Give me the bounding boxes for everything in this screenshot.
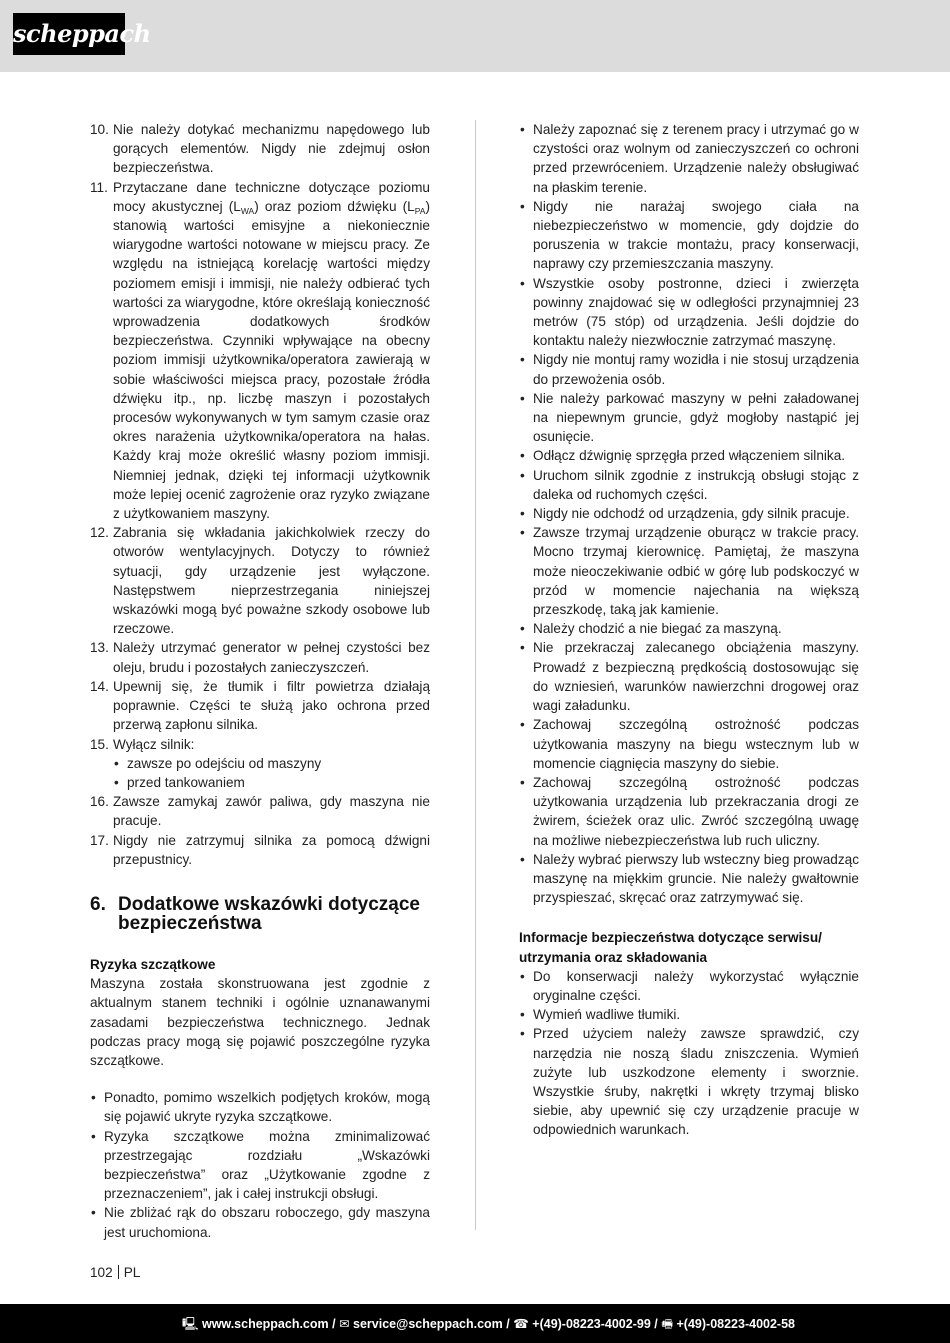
list-item: • Należy wybrać pierwszy lub wsteczny bieg prowadząc maszynę na miękkim gruncie. Nie należy gwałtownie przyspieszać, skręcać oraz zatrzymywać się. [519, 850, 859, 908]
footer-fax: +(49)-08223-4002-58 [676, 1317, 795, 1331]
right-column [519, 120, 859, 1140]
sublist-item: • zawsze po odejściu od maszyny [113, 754, 430, 773]
list-item: • Nigdy nie odchodź od urządzenia, gdy silnik pracuje. [519, 504, 859, 523]
list-item: • Należy zapoznać się z terenem pracy i utrzymać go w czystości oraz wolnym od zanieczyszczeń co ochroni przed przewróceniem. Urządzenie należy obsługiwać na płaskim terenie. [519, 120, 859, 197]
list-item-14: 14. Upewnij się, że tłumik i filtr powietrza działają poprawnie. Części te służą jako ochrona przed przerwą zapłonu silnika. [90, 678, 430, 733]
footer-email[interactable]: service@scheppach.com [353, 1317, 503, 1331]
list-item: • Do konserwacji należy wykorzystać wyłącznie oryginalne części. [519, 967, 859, 1005]
footer-band [0, 1304, 950, 1343]
residual-risks-heading: Ryzyka szczątkowe [90, 956, 216, 972]
safety-list-a [90, 120, 430, 869]
list-item: • Wymień wadliwe tłumiki. [519, 1005, 859, 1024]
phone-icon: ☎ [513, 1317, 529, 1331]
list-item-15: 15. Wyłącz silnik: • zawsze po odejściu od maszyny • przed tankowaniem [90, 735, 430, 793]
list-item-17: 17. Nigdy nie zatrzymuj silnika za pomocą dźwigni przepustnicy. [90, 832, 430, 867]
service-list [519, 967, 859, 1140]
list-item-13: 13. Należy utrzymać generator w pełnej czystości bez oleju, brudu i pozostałych zanieczyszczeń. [90, 640, 430, 675]
fax-icon: 🖷 [661, 1317, 674, 1331]
scheppach-logo: scheppach [13, 13, 125, 55]
engine-off-sublist [113, 754, 430, 792]
list-item: • Należy chodzić a nie biegać za maszyną. [519, 619, 859, 638]
operation-safety-list [519, 120, 859, 907]
column-divider [475, 120, 476, 1230]
list-item: • Przed użyciem należy zawsze sprawdzić, czy narzędzia nie noszą śladu zniszczenia. Wymień zużyte lub uszkodzone elementy i sworznie. Wszystkie śruby, nakrętki i wkręty trzymaj blisko siebie, aby upewnić się czy urządzenie pracuje w odpowiednich warunkach. [519, 1024, 859, 1139]
list-item: • Odłącz dźwignię sprzęgła przed włączeniem silnika. [519, 446, 859, 465]
footer-web[interactable]: www.scheppach.com [201, 1317, 329, 1331]
list-item: • Nigdy nie narażaj swojego ciała na niebezpieczeństwo w momencie, gdy dojdzie do poruszenia w trakcie montażu, pracy konserwacji, naprawy czy przemieszczania maszyny. [519, 197, 859, 274]
page-number-separator [118, 1265, 119, 1279]
list-item: • Nie przekraczaj zalecanego obciążenia maszyny. Prowadź z bezpieczną prędkością dostosowując się do wzniesień, warunków nawierzchni drogowej oraz wagi załadunku. [519, 638, 859, 715]
list-item: • Zachowaj szczególną ostrożność podczas użytkowania maszyny na biegu wstecznym lub w momencie ciągnięcia maszyny do siebie. [519, 715, 859, 773]
left-column [90, 120, 430, 1242]
list-item: • Zachowaj szczególną ostrożność podczas użytkowania urządzenia lub przekraczania drogi ze żwirem, ścieżek oraz ulic. Zwróć szczególną uwagę na możliwe niebezpieczeństwa lub ruch uliczny. [519, 773, 859, 850]
list-item: • Ponadto, pomimo wszelkich podjętych kroków, mogą się pojawić ukryte ryzyka szczątkowe. [90, 1088, 430, 1126]
subscript-pa: PA [414, 205, 426, 216]
residual-risks-paragraph: Maszyna została skonstruowana jest zgodnie z aktualnym stanem techniki i ogólnie uznanawanymi zasadami bezpieczeństwa technicznego. Jednak podczas pracy mogą się pojawić poszczególne ryzyka szczątkowe. [90, 976, 430, 1068]
list-item: • Nie należy parkować maszyny w pełni załadowanej na niepewnym gruncie, gdyż mogłoby nastąpić jej osunięcie. [519, 389, 859, 447]
section-title: 6. Dodatkowe wskazówki dotyczące bezpieczeństwa [90, 893, 420, 934]
list-item: • Zawsze trzymaj urządzenie oburącz w trakcie pracy. Mocno trzymaj kierownicę. Pamiętaj, że maszyna może nieoczekiwanie odbić w górę lub podskoczyć w przód w momencie najechania na większą przeszkodę, taką jak kamienie. [519, 523, 859, 619]
service-heading: Informacje bezpieczeństwa dotyczące serwisu/ utrzymania oraz składowania [519, 930, 822, 965]
sublist-item: • przed tankowaniem [113, 773, 430, 792]
list-item: • Ryzyka szczątkowe można zminimalizować przestrzegając rozdziału „Wskazówki bezpieczeństwa” oraz „Użytkowanie zgodne z przeznaczeniem”, jak i całej instrukcji obsługi. [90, 1127, 430, 1204]
list-item: • Nie zbliżać rąk do obszaru roboczego, gdy maszyna jest uruchomiona. [90, 1203, 430, 1241]
footer-phone: +(49)-08223-4002-99 [532, 1317, 651, 1331]
list-item-11: 11. Przytaczane dane techniczne dotyczące poziomu mocy akustycznej $(L_{WA})$ oraz poziom dźwięku $(L_{PA})$ stanowią wartości emisyjne a niekoniecznie wiarygodne wartości notowane w miejscu pracy. Ze względu na istniejącą korelację wartości między poziomem emisji i immisji, nie należy odbierać tych wartości za wiarygodne, które określają konieczność wprowadzenia dodatkowych środków bezpieczeństwa. Czynniki wpływające na obecny poziom immisji użytkownika/operatora zawierają w sobie właściwości miejsca pracy, pozostałe źródła dźwięku itp., np. liczbę maszyn i pozostałych procesów wykonywanych w tym samym czasie oraz okres narażenia użytkownika/operatora na hałas. Każdy kraj może określić własny poziom immisji. Niemniej jednak, dzięki tej informacji użytkownik może lepiej ocenić zagrożenie oraz ryzyko związane z użytkowaniem maszyny. [90, 179, 430, 522]
residual-risks-list [90, 1088, 430, 1242]
footer-contacts: 🖳 www.scheppach.com / ✉ service@scheppach.com / ☎ +(49)-08223-4002-99 / 🖷 +(49)-08223-4002-58 [181, 1317, 795, 1331]
list-item: • Uruchom silnik zgodnie z instrukcją obsługi stojąc z daleka od ruchomych części. [519, 466, 859, 504]
list-item-16: 16. Zawsze zamykaj zawór paliwa, gdy maszyna nie pracuje. [90, 794, 430, 829]
header-band [0, 0, 950, 72]
computer-icon: 🖳 [181, 1317, 199, 1331]
page-number: 102 PL [90, 1265, 141, 1280]
mail-icon: ✉ [339, 1317, 350, 1331]
subscript-wa: WA [240, 205, 255, 216]
list-item: • Wszystkie osoby postronne, dzieci i zwierzęta powinny znajdować się w odległości przynajmniej 23 metrów (75 stóp) od urządzenia. Jeśli dojdzie do kontaktu należy niezwłocznie zatrzymać maszynę. [519, 274, 859, 351]
list-item-12: 12. Zabrania się wkładania jakichkolwiek rzeczy do otworów wentylacyjnych. Dotyczy to również sytuacji, gdy urządzenie jest wyłączone. Następstwem nieprzestrzegania niniejszej wskazówki mogą być poważne szkody osobowe lub rzeczowe. [90, 525, 430, 637]
list-item-10: 10. Nie należy dotykać mechanizmu napędowego lub gorących elementów. Nigdy nie zdejmuj osłon bezpieczeństwa. [90, 122, 430, 176]
list-item: • Nigdy nie montuj ramy wozidła i nie stosuj urządzenia do przewożenia osób. [519, 350, 859, 388]
